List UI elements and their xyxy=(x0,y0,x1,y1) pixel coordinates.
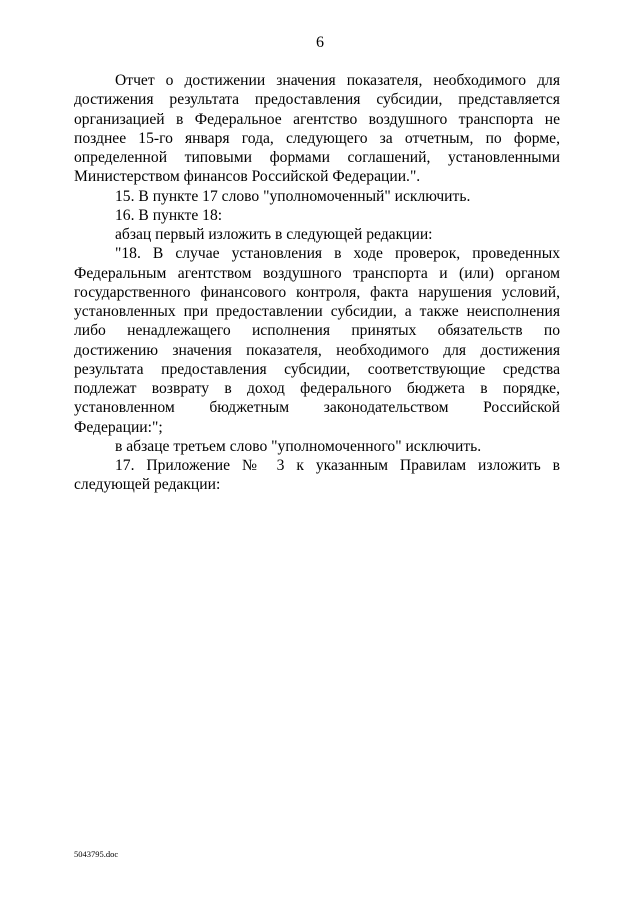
paragraph-item-16: 16. В пункте 18: xyxy=(115,206,223,224)
paragraph-item-15: 15. В пункте 17 слово "уполномоченный" исключить. xyxy=(115,187,471,205)
paragraph-item-17: 17. Приложение № 3 к указанным Правилам изложить в следующей редакции: xyxy=(74,457,560,494)
footer-filename: 5043795.doc xyxy=(74,849,119,859)
paragraph-report-deadline: Отчет о достижении значения показателя, необходимого для достижения результата предоставления субсидии, представляется организацией в Федеральное агентство воздушного транспорта не позднее 15-го января года, следующего за отчетным, по форме, определенной типовыми формами соглашений, установленными Министерством финансов Российской Федерации.". xyxy=(74,72,560,186)
page-number: 6 xyxy=(316,34,324,51)
paragraph-first-abzac: абзац первый изложить в следующей редакции: xyxy=(115,226,433,243)
document-body xyxy=(74,71,560,495)
paragraph-third-abzac: в абзаце третьем слово "уполномоченного" исключить. xyxy=(115,437,482,455)
paragraph-point-18-text: "18. В случае установления в ходе проверок, проведенных Федеральным агентством воздушного транспорта и (или) органом государственного финансового контроля, факта нарушения условий, установленных при предоставлении субсидии, а также неисполнения либо ненадлежащего исполнения принятых обязательств по достижению значения показателя, необходимого для достижения результата предоставления субсидии, соответствующие средства подлежат возврату в доход федерального бюджета в порядке, установленном бюджетным законодательством Российской Федерации:"; xyxy=(74,245,560,436)
